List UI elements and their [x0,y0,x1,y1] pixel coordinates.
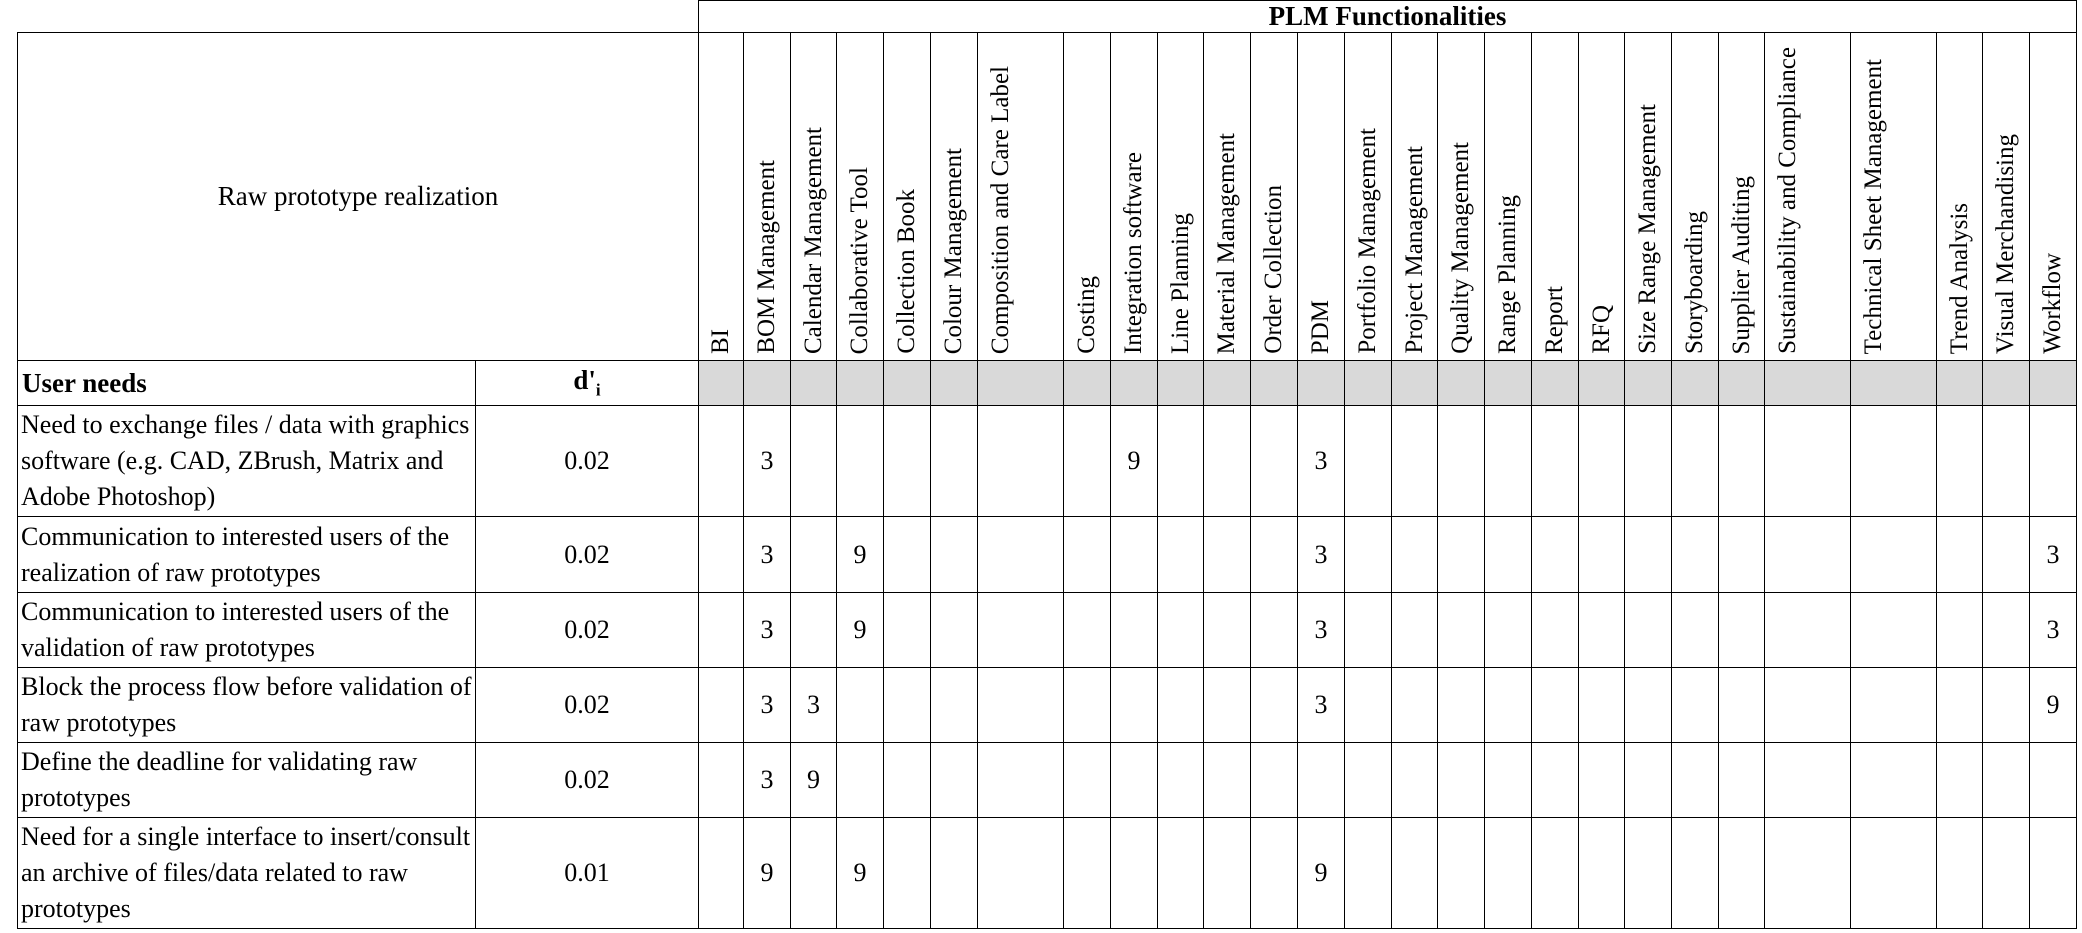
weight-cell: 0.02 [476,517,699,593]
weight-cell: 0.01 [476,818,699,929]
relationship-cell [1158,668,1204,743]
relationship-cell: 3 [2030,593,2077,668]
gray-band-cell [1765,361,1851,406]
functionality-header [744,33,791,361]
relationship-cell [1392,517,1438,593]
relationship-cell [1579,743,1625,818]
functionality-header [1532,33,1579,361]
relationship-cell [1851,406,1937,517]
relationship-cell: 3 [791,668,837,743]
table-row [18,668,2077,743]
gray-band-cell [791,361,837,406]
relationship-cell [884,406,931,517]
blank-corner-cell [18,1,699,33]
relationship-cell [1438,743,1485,818]
relationship-cell [1719,517,1765,593]
relationship-cell [1064,593,1111,668]
functionality-label: Report [1541,285,1568,354]
relationship-cell [1937,743,1983,818]
relationship-cell [1532,593,1579,668]
relationship-cell [884,743,931,818]
functionality-label: Range Planning [1494,194,1521,354]
gray-band-cell [1937,361,1983,406]
relationship-cell [1579,668,1625,743]
relationship-cell: 3 [744,517,791,593]
functionality-header [1579,33,1625,361]
table-row [18,818,2077,929]
gray-band-cell [1298,361,1345,406]
relationship-cell [884,517,931,593]
relationship-cell [978,406,1064,517]
functionality-header [699,33,744,361]
relationship-cell [1532,668,1579,743]
relationship-cell [837,406,884,517]
relationship-cell [1438,517,1485,593]
relationship-cell [1532,743,1579,818]
relationship-cell [1064,818,1111,929]
functionality-header [1983,33,2030,361]
functionality-header [884,33,931,361]
relationship-cell [1345,406,1392,517]
relationship-cell [1625,517,1672,593]
relationship-cell: 9 [2030,668,2077,743]
functionality-header [1765,33,1851,361]
user-need-cell: Communication to interested users of the validation of raw prototypes [18,593,476,668]
weight-cell: 0.02 [476,668,699,743]
relationship-cell: 9 [837,593,884,668]
relationship-cell [1851,668,1937,743]
relationship-cell [1765,818,1851,929]
relationship-cell [1672,743,1719,818]
functionality-header [978,33,1064,361]
functionality-header [1064,33,1111,361]
relationship-cell [1251,593,1298,668]
gray-band-cell [837,361,884,406]
relationship-cell: 9 [837,517,884,593]
relationship-cell [1204,818,1251,929]
relationship-cell [1765,668,1851,743]
relationship-cell: 3 [744,593,791,668]
relationship-cell [1765,406,1851,517]
relationship-cell [1392,406,1438,517]
relationship-cell [1579,593,1625,668]
functionality-header [931,33,978,361]
relationship-cell [1251,406,1298,517]
functionality-header [837,33,884,361]
relationship-cell [1392,668,1438,743]
gray-band-cell [931,361,978,406]
table-row [18,517,2077,593]
relationship-cell [791,593,837,668]
relationship-cell [1204,743,1251,818]
relationship-cell: 3 [744,668,791,743]
relationship-cell [1625,668,1672,743]
relationship-cell: 3 [1298,668,1345,743]
relationship-cell [1438,593,1485,668]
functionality-label: Collection Book [893,189,920,354]
functionality-label: Line Planning [1166,213,1194,354]
relationship-cell [1251,517,1298,593]
relationship-cell [1064,743,1111,818]
relationship-cell: 3 [744,406,791,517]
relationship-cell [699,406,744,517]
relationship-cell [1937,668,1983,743]
relationship-cell [1485,517,1532,593]
functionality-label: Collaborative Tool [846,166,873,354]
functionality-label: Technical Sheet Management [1859,58,1887,354]
relationship-cell: 9 [837,818,884,929]
gray-band-cell [1579,361,1625,406]
relationship-cell [931,517,978,593]
relationship-cell [1625,406,1672,517]
relationship-cell [699,668,744,743]
relationship-cell [1392,593,1438,668]
relationship-cell [1204,406,1251,517]
relationship-cell [1983,593,2030,668]
relationship-cell [1438,668,1485,743]
relationship-cell: 9 [1111,406,1158,517]
relationship-cell [1719,668,1765,743]
relationship-cell [1579,818,1625,929]
functionality-label: BOM Management [753,160,780,354]
functionality-header [1204,33,1251,361]
functionality-header [1298,33,1345,361]
functionality-header [1672,33,1719,361]
user-need-cell: Need to exchange files / data with graphics software (e.g. CAD, ZBrush, Matrix and Adobe Photoshop) [18,406,476,517]
relationship-cell [1719,743,1765,818]
relationship-cell [699,593,744,668]
functionality-header [1625,33,1672,361]
functionality-label: Supplier Auditing [1727,175,1755,354]
gray-band-cell [699,361,744,406]
gray-band-cell [1719,361,1765,406]
relationship-cell [699,818,744,929]
relationship-cell [791,818,837,929]
functionality-header [1851,33,1937,361]
relationship-cell [1158,818,1204,929]
gray-band-cell [1983,361,2030,406]
functionality-header [1438,33,1485,361]
functionality-label: Composition and Care Label [986,65,1014,354]
relationship-cell [837,743,884,818]
functionality-header [1111,33,1158,361]
relationship-cell [1485,406,1532,517]
relationship-cell [931,406,978,517]
relationship-cell [1625,593,1672,668]
relationship-cell [1851,517,1937,593]
relationship-cell [699,743,744,818]
relationship-cell [1345,743,1392,818]
user-need-cell: Define the deadline for validating raw prototypes [18,743,476,818]
relationship-cell [1485,668,1532,743]
relationship-cell: 3 [744,743,791,818]
gray-band-cell [1851,361,1937,406]
relationship-cell [978,517,1064,593]
relationship-cell [1392,743,1438,818]
relationship-cell [1204,593,1251,668]
relationship-cell [1111,818,1158,929]
relationship-cell [978,818,1064,929]
relationship-cell [1937,406,1983,517]
relationship-cell [1983,668,2030,743]
relationship-cell [1765,593,1851,668]
relationship-cell [1158,517,1204,593]
gray-band-cell [1438,361,1485,406]
relationship-cell [1298,743,1345,818]
functionality-header [1937,33,1983,361]
gray-band-cell [1672,361,1719,406]
functionality-label: PDM [1307,299,1334,354]
qfd-table-container [17,0,2077,929]
relationship-cell [978,593,1064,668]
block-title: Raw prototype realization [18,33,699,361]
functionality-header [1158,33,1204,361]
weight-cell: 0.02 [476,406,699,517]
relationship-cell: 9 [791,743,837,818]
gray-band-cell [978,361,1064,406]
functionality-header [791,33,837,361]
relationship-cell [1251,818,1298,929]
relationship-cell [1765,743,1851,818]
gray-band-cell [744,361,791,406]
gray-band-cell [884,361,931,406]
gray-band-cell [2030,361,2077,406]
relationship-cell [1158,406,1204,517]
functionality-header [1345,33,1392,361]
relationship-cell [1672,406,1719,517]
functionality-label: Size Range Management [1634,104,1661,354]
relationship-cell [931,593,978,668]
relationship-cell [699,517,744,593]
functionality-label: Sustainability and Compliance [1773,47,1801,354]
functionality-label: Portfolio Management [1354,128,1381,354]
user-needs-header: User needs [18,361,476,406]
plm-functionalities-header: PLM Functionalities [699,1,2077,33]
weight-header-subscript: i [595,380,601,400]
functionality-label: Workflow [2039,253,2066,354]
weight-cell: 0.02 [476,593,699,668]
qfd-matrix-table [17,0,2077,929]
relationship-cell [1765,517,1851,593]
gray-band-cell [1204,361,1251,406]
relationship-cell [884,668,931,743]
user-need-cell: Block the process flow before validation of raw prototypes [18,668,476,743]
functionality-label: BI [707,329,734,354]
user-need-cell: Need for a single interface to insert/consult an archive of files/data related to raw prototypes [18,818,476,929]
functionality-header [2030,33,2077,361]
relationship-cell [1345,517,1392,593]
functionality-label: Project Management [1400,146,1428,354]
relationship-cell [931,668,978,743]
relationship-cell: 3 [2030,517,2077,593]
functionality-label: Visual Merchandising [1992,134,2019,354]
relationship-cell [837,668,884,743]
relationship-cell [1983,743,2030,818]
relationship-cell [1851,818,1937,929]
functionality-label: Storyboarding [1681,210,1708,354]
gray-band-cell [1625,361,1672,406]
relationship-cell [1579,406,1625,517]
relationship-cell [1719,818,1765,929]
relationship-cell [1937,593,1983,668]
relationship-cell [1672,668,1719,743]
relationship-cell: 3 [1298,517,1345,593]
functionality-label: RFQ [1587,305,1615,354]
relationship-cell [1719,406,1765,517]
relationship-cell: 3 [1298,406,1345,517]
relationship-cell [1064,406,1111,517]
functionality-header [1251,33,1298,361]
relationship-cell [884,818,931,929]
relationship-cell [1672,593,1719,668]
relationship-cell [1345,668,1392,743]
relationship-cell [1532,517,1579,593]
weight-header [476,361,699,406]
relationship-cell [978,743,1064,818]
relationship-cell [1579,517,1625,593]
relationship-cell [1064,668,1111,743]
gray-band-cell [1532,361,1579,406]
relationship-cell [1111,517,1158,593]
relationship-cell [1625,743,1672,818]
relationship-cell [1204,517,1251,593]
relationship-cell [1111,743,1158,818]
relationship-cell [1532,818,1579,929]
gray-band-cell [1392,361,1438,406]
functionality-label: Costing [1073,276,1100,354]
gray-band-cell [1345,361,1392,406]
relationship-cell [1937,818,1983,929]
relationship-cell: 3 [1298,593,1345,668]
functionality-label: Trend Analysis [1945,202,1973,354]
relationship-cell [1158,593,1204,668]
functionality-label: Order Collection [1260,185,1287,354]
relationship-cell [1345,818,1392,929]
relationship-cell [931,818,978,929]
relationship-cell [1851,743,1937,818]
relationship-cell [1064,517,1111,593]
relationship-cell [1672,517,1719,593]
functionality-label: Quality Management [1447,142,1474,354]
functionality-label: Calendar Management [799,127,827,354]
relationship-cell [791,517,837,593]
functionality-header [1485,33,1532,361]
relationship-cell [1485,818,1532,929]
relationship-cell [791,406,837,517]
relationship-cell [1851,593,1937,668]
relationship-cell [1158,743,1204,818]
gray-band-cell [1111,361,1158,406]
table-row [18,406,2077,517]
gray-band-cell [1064,361,1111,406]
relationship-cell [1438,818,1485,929]
relationship-cell [1251,668,1298,743]
relationship-cell [1983,517,2030,593]
relationship-cell [1111,668,1158,743]
relationship-cell: 9 [744,818,791,929]
relationship-cell [2030,406,2077,517]
relationship-cell [1532,406,1579,517]
relationship-cell [1251,743,1298,818]
functionality-label: Material Management [1213,132,1240,354]
relationship-cell [1438,406,1485,517]
relationship-cell [978,668,1064,743]
relationship-cell [1983,818,2030,929]
relationship-cell [1719,593,1765,668]
relationship-cell [1485,593,1532,668]
weight-header-label: d' [573,365,596,396]
gray-band-cell [1485,361,1532,406]
relationship-cell [1672,818,1719,929]
relationship-cell [1485,743,1532,818]
relationship-cell [931,743,978,818]
user-need-cell: Communication to interested users of the realization of raw prototypes [18,517,476,593]
relationship-cell [1111,593,1158,668]
relationship-cell [1204,668,1251,743]
relationship-cell [2030,743,2077,818]
relationship-cell: 9 [1298,818,1345,929]
gray-band-cell [1251,361,1298,406]
relationship-cell [1345,593,1392,668]
gray-band-cell [1158,361,1204,406]
relationship-cell [1983,406,2030,517]
weight-cell: 0.02 [476,743,699,818]
relationship-cell [884,593,931,668]
relationship-cell [1392,818,1438,929]
table-row [18,743,2077,818]
table-row [18,593,2077,668]
relationship-cell [2030,818,2077,929]
functionality-label: Integration software [1120,151,1147,354]
relationship-cell [1937,517,1983,593]
functionality-header [1392,33,1438,361]
functionality-header [1719,33,1765,361]
functionality-label: Colour Management [940,147,967,354]
relationship-cell [1625,818,1672,929]
